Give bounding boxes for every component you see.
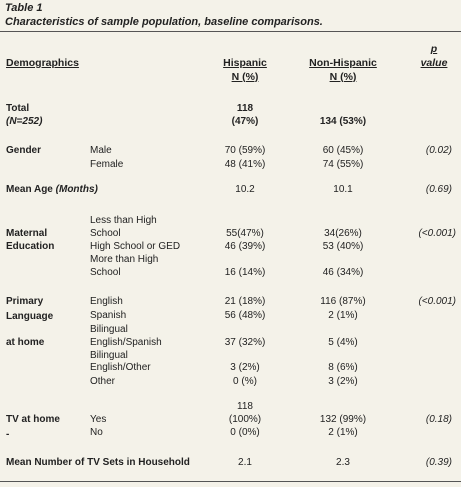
language-label-3: at home xyxy=(6,337,45,348)
tv-no-non-hispanic: 2 (1%) xyxy=(328,427,358,438)
total-n: (N=252) xyxy=(6,116,43,127)
language-english-label: English xyxy=(90,296,123,307)
language-bi-other-line2: English/Other xyxy=(90,362,151,373)
language-bi-es-line2: English/Spanish xyxy=(90,337,162,348)
language-label-2: Language xyxy=(6,311,54,322)
tv-sets-label: Mean Number of TV Sets in Household xyxy=(6,457,190,468)
tv-yes-non-hispanic: 132 (99%) xyxy=(319,414,367,425)
maternal-hs-hispanic: 46 (39%) xyxy=(224,241,266,252)
header-non-hispanic: Non-Hispanic xyxy=(309,57,377,69)
header-non-hispanic-unit: N (%) xyxy=(329,71,357,83)
header-p: p xyxy=(430,43,438,55)
language-spanish-non-hispanic: 2 (1%) xyxy=(328,310,358,321)
language-bi-es-non-hispanic: 5 (4%) xyxy=(328,337,358,348)
total-hispanic-n: 118 xyxy=(236,103,254,114)
language-other-hispanic: 0 (%) xyxy=(233,376,257,387)
gender-female-label: Female xyxy=(90,159,124,170)
maternal-more-non-hispanic: 46 (34%) xyxy=(322,267,364,278)
mean-age-row xyxy=(6,184,98,196)
bottom-rule xyxy=(0,481,461,482)
language-bi-other-line1: Bilingual xyxy=(90,350,128,361)
language-english-non-hispanic: 116 (87%) xyxy=(320,296,366,307)
gender-male-hispanic: 70 (59%) xyxy=(224,145,266,156)
language-english-hispanic: 21 (18%) xyxy=(224,296,266,307)
maternal-more-hispanic: 16 (14%) xyxy=(224,267,266,278)
mean-age-unit: (Months) xyxy=(55,184,98,195)
tv-sets-hispanic: 2.1 xyxy=(238,457,252,468)
tv-yes-hispanic-n: 118 xyxy=(237,401,253,412)
tv-no-hispanic: 0 (0%) xyxy=(230,427,260,438)
caption-rule xyxy=(0,31,461,32)
maternal-less-non-hispanic: 34(26%) xyxy=(324,228,362,239)
header-hispanic-unit: N (%) xyxy=(231,71,259,83)
total-hispanic-pct: (47%) xyxy=(231,116,259,127)
tv-dash: - xyxy=(6,429,10,440)
header-hispanic: Hispanic xyxy=(223,57,267,69)
language-other-non-hispanic: 3 (2%) xyxy=(328,376,358,387)
gender-male-label: Male xyxy=(90,145,112,156)
tv-sets-p: (0.39) xyxy=(425,457,452,468)
tv-yes-label: Yes xyxy=(90,414,107,425)
total-label: Total xyxy=(6,103,30,114)
mean-age-non-hispanic: 10.1 xyxy=(333,184,353,195)
gender-label: Gender xyxy=(6,145,42,156)
gender-p: (0.02) xyxy=(425,145,452,156)
gender-female-non-hispanic: 74 (55%) xyxy=(322,159,364,170)
maternal-more-line2: School xyxy=(90,267,121,278)
maternal-hs-non-hispanic: 53 (40%) xyxy=(322,241,364,252)
header-demographics: Demographics xyxy=(6,57,79,69)
language-bi-es-line1: Bilingual xyxy=(90,324,128,335)
mean-age-hispanic: 10.2 xyxy=(235,184,255,195)
table-caption: Characteristics of sample population, baseline comparisons. xyxy=(5,16,323,28)
maternal-less-line1: Less than High xyxy=(90,215,157,226)
mean-age-label: Mean Age xyxy=(6,184,53,195)
language-p: (<0.001) xyxy=(418,296,456,307)
tv-no-label: No xyxy=(90,427,103,438)
maternal-less-line2: School xyxy=(90,228,121,239)
language-spanish-hispanic: 56 (48%) xyxy=(224,310,266,321)
header-p-value: value xyxy=(420,57,448,69)
language-bi-es-hispanic: 37 (32%) xyxy=(224,337,266,348)
gender-male-non-hispanic: 60 (45%) xyxy=(322,145,364,156)
tv-label: TV at home xyxy=(6,414,60,425)
maternal-label-2: Education xyxy=(6,241,55,252)
tv-sets-non-hispanic: 2.3 xyxy=(336,457,350,468)
language-bi-other-non-hispanic: 8 (6%) xyxy=(328,362,358,373)
total-non-hispanic: 134 (53%) xyxy=(319,116,367,127)
maternal-p: (<0.001) xyxy=(418,228,456,239)
tv-yes-hispanic: (100%) xyxy=(228,414,262,425)
language-other-label: Other xyxy=(90,376,116,387)
maternal-hs-label: High School or GED xyxy=(90,241,181,252)
tv-p: (0.18) xyxy=(425,414,452,425)
language-spanish-label: Spanish xyxy=(90,310,127,321)
maternal-less-hispanic: 55(47%) xyxy=(226,228,264,239)
maternal-more-line1: More than High xyxy=(90,254,159,265)
maternal-label-1: Maternal xyxy=(6,228,48,239)
table-number: Table 1 xyxy=(5,2,43,14)
mean-age-p: (0.69) xyxy=(425,184,452,195)
gender-female-hispanic: 48 (41%) xyxy=(224,159,266,170)
language-label-1: Primary xyxy=(6,296,44,307)
language-bi-other-hispanic: 3 (2%) xyxy=(230,362,260,373)
